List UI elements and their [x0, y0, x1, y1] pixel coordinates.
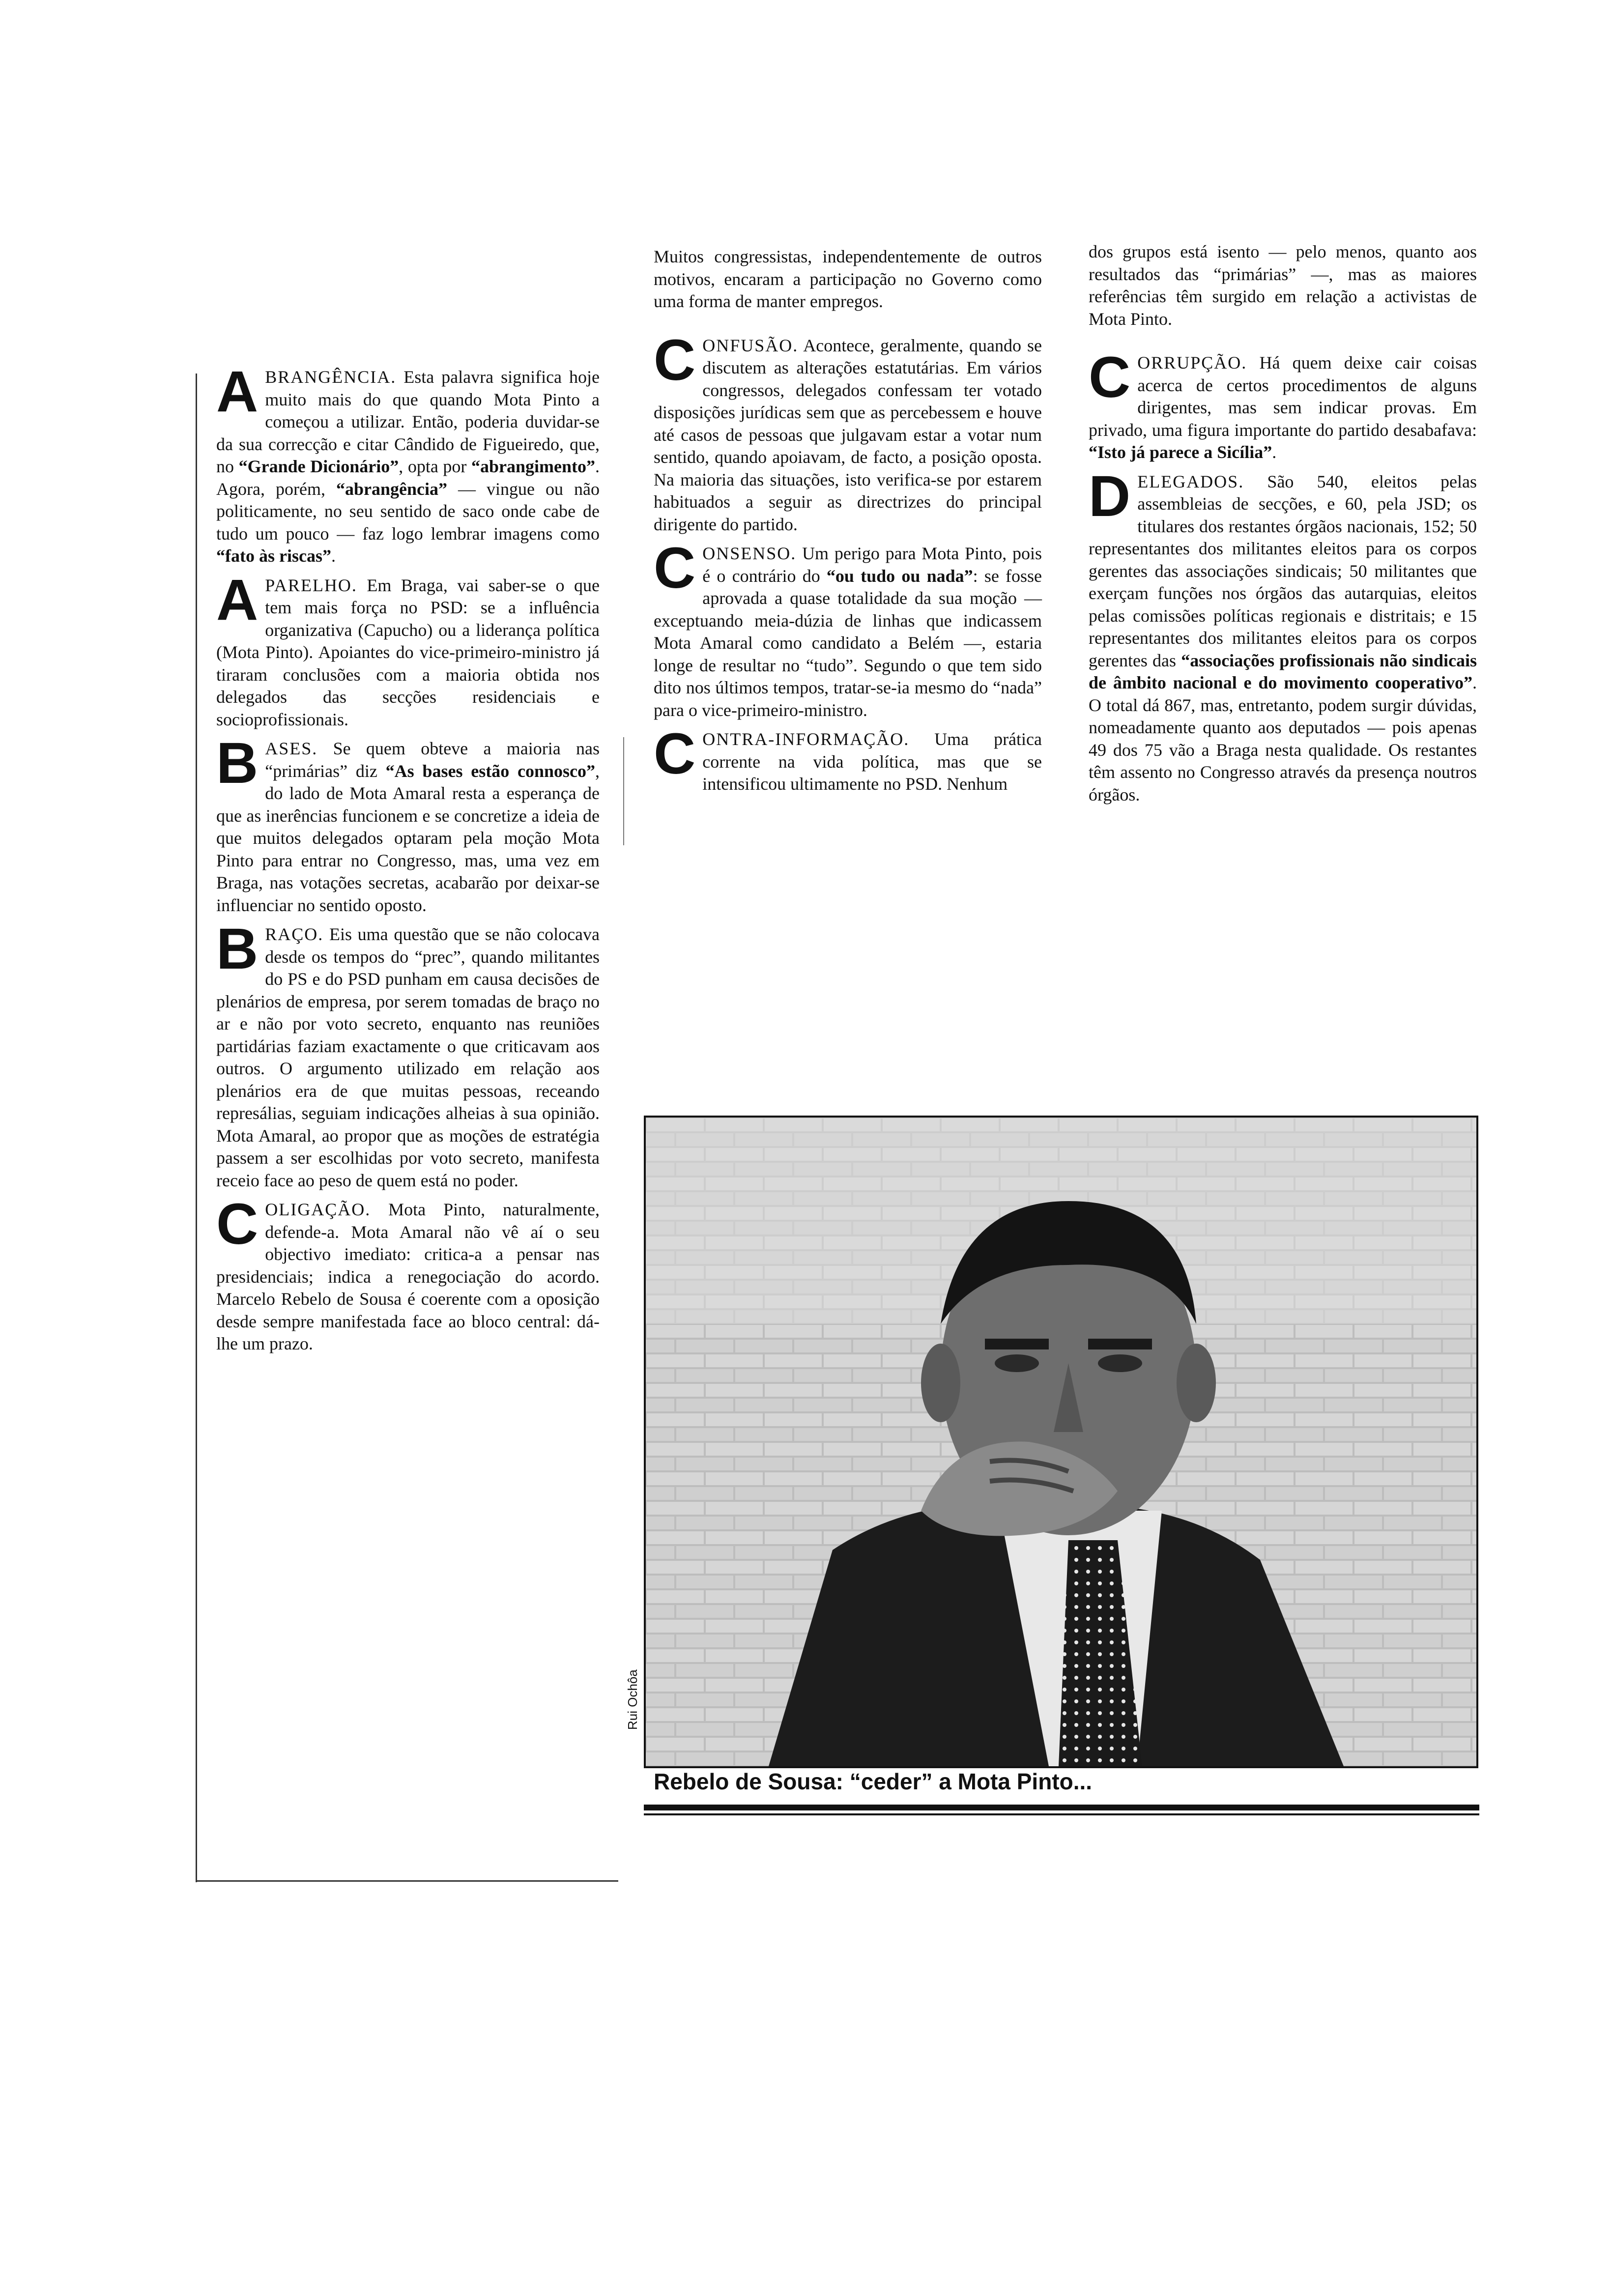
section-text: Um perigo para Mota Pinto, pois é o contrário do	[702, 544, 1042, 586]
section-bases	[216, 731, 600, 917]
section-braco	[216, 917, 600, 1192]
section-text: Uma prática corrente na vida política, mas que se intensificou ultimamente no PSD. Nenhum	[702, 729, 1042, 794]
emphasis: “abrangimento”	[471, 457, 595, 476]
section-heading: ORRUPÇÃO.	[1137, 353, 1247, 373]
section-confusao	[654, 327, 1042, 536]
emphasis: “Grande Dicionário”	[238, 457, 399, 476]
section-text: Eis uma questão que se não colocava desde os tempos do “prec”, quando militantes do PS e do PSD punham em causa decisões de plenários de empresa, por serem tomadas de braço no ar e não por voto secreto, enquanto nas reuniões partidárias faziam exactamente o que criticavam aos outros. O argumento utilizado em relação aos plenários era de que muitas pessoas, receando represálias, seguiam indicações alheias à sua opinião. Mota Amaral, ao propor que as moções de estratégia passem a ser escolhidas por voto secreto, manifesta receio face ao peso de quem está no poder.	[216, 924, 600, 1190]
photo-caption: Rebelo de Sousa: “ceder” a Mota Pinto...	[654, 1769, 1093, 1794]
emphasis: “ou tudo ou nada”	[826, 566, 973, 586]
section-heading: ONSENSO.	[702, 544, 797, 563]
continued-text: dos grupos está isento — pelo menos, quanto aos resultados das “primárias” —, mas as maiores referências têm surgido em relação a activistas de Mota Pinto.	[1089, 242, 1477, 329]
column-divider	[623, 737, 624, 845]
press-photo	[644, 1116, 1478, 1768]
emphasis: “fato às riscas”	[216, 546, 331, 566]
dropcap: C	[216, 1192, 259, 1257]
section-text: Há quem deixe cair coisas acerca de certos procedimentos de alguns dirigentes, mas sem indicar provas. Em privado, uma figura importante do partido desabafava:	[1089, 353, 1477, 440]
emphasis: “As bases estão connosco”	[385, 761, 595, 781]
section-text: : se fosse aprovada a quase totalidade da sua moção — exceptuando meia-dúzia de linhas que indicassem Mota Amaral como candidato a Belém —, estaria longe de resultar no “tudo”. Segundo o que tem sido dito nos últimos tempos, tratar-se-ia mesmo do “nada” para o vice-primeiro-ministro.	[654, 566, 1042, 720]
section-heading: ASES.	[265, 739, 318, 758]
section-text: , opta por	[399, 457, 471, 476]
section-text: Se quem obteve a maioria nas “primárias” diz	[265, 739, 600, 781]
section-heading: ELEGADOS.	[1137, 471, 1244, 491]
section-consenso	[654, 536, 1042, 721]
dropcap: A	[216, 359, 259, 424]
section-heading: ONTRA-INFORMAÇÃO.	[702, 729, 910, 749]
section-aparelho	[216, 567, 600, 731]
column-3	[1089, 241, 1477, 813]
dropcap: B	[216, 731, 259, 796]
column-2	[654, 246, 1042, 803]
section-text: .	[331, 546, 336, 566]
caption-rule	[644, 1813, 1479, 1815]
section-delegados	[1089, 463, 1477, 806]
column-rule-left	[196, 373, 197, 1882]
section-heading: OLIGAÇÃO.	[265, 1200, 371, 1219]
section-text: .	[1272, 442, 1277, 462]
dropcap: C	[654, 327, 696, 393]
section-text: Mota Pinto, naturalmente, defende-a. Mota Amaral não vê aí o seu objectivo imediato: critica-a a pensar nas presidenciais; indica a renegociação do acordo. Marcelo Rebelo de Sousa é coerente com a oposição desde sempre manifestada face ao bloco central: dá-lhe um prazo.	[216, 1200, 600, 1353]
column-rule-bottom	[196, 1880, 618, 1882]
column-1	[216, 359, 600, 1362]
section-text: — vingue ou não politicamente, no seu sentido de saco onde cabe de tudo um pouco — faz logo lembrar imagens como	[216, 479, 600, 544]
section-abrangencia	[216, 359, 600, 568]
section-text: . O total dá 867, mas, entretanto, podem surgir dúvidas, nomeadamente quanto aos deputados — pois apenas 49 dos 75 vão a Braga nesta qualidade. Os restantes têm assento no Congresso através da presença noutros órgãos.	[1089, 673, 1477, 804]
emphasis: “Isto já parece a Sicília”	[1089, 442, 1272, 462]
section-text: . Agora, porém,	[216, 457, 600, 499]
emphasis: “associações profissionais não sindicais de âmbito nacional e do movimento cooperativo”	[1089, 650, 1477, 692]
portrait-illustration	[646, 1118, 1476, 1766]
dropcap: B	[216, 917, 259, 981]
section-text: Esta palavra significa hoje muito mais do que quando Mota Pinto a começou a utilizar. Então, poderia duvidar-se da sua correcção e citar Cândido de Figueiredo, que, no	[216, 367, 600, 476]
dropcap: D	[1089, 463, 1131, 529]
section-contra-informacao	[654, 721, 1042, 796]
section-heading: ONFUSÃO.	[702, 335, 799, 355]
section-text: São 540, eleitos pelas assembleias de secções, e 60, pela JSD; os titulares dos restantes órgãos nacionais, 152; 50 representantes dos militantes eleitos para os corpos gerentes das associações sindicais; 50 militantes que exerçam funções nos órgãos das autarquias, eleitos pelas comissões políticas regionais e distritais; e 15 representantes dos militantes eleitos para os corpos gerentes das	[1089, 471, 1477, 670]
section-text: , do lado de Mota Amaral resta a esperança de que as inerências funcionem e se concretize a ideia de que muitos delegados optaram pela moção Mota Pinto para entrar no Congresso, mas, uma vez em Braga, nas votações secretas, acabarão por deixar-se influenciar no sentido oposto.	[216, 761, 600, 915]
section-heading: RAÇO.	[265, 924, 324, 944]
dropcap: C	[1089, 345, 1131, 410]
continued-text: Muitos congressistas, independentemente de outros motivos, encaram a participação no Governo como uma forma de manter empregos.	[654, 247, 1042, 311]
dropcap: A	[216, 567, 259, 632]
section-text: Acontece, geralmente, quando se discutem as alterações estatutárias. Em vários congressos, delegados confessam ter votado disposições jurídicas sem que as percebessem e houve até casos de pessoas que julgavam estar a votar num sentido, quando apoiavam, de facto, a posição oposta. Na maioria das situações, isto verifica-se por estarem habituados a seguir as directrizes do principal dirigente do partido.	[654, 335, 1042, 534]
section-text: Em Braga, vai saber-se o que tem mais força no PSD: se a influência organizativa (Capucho) ou a liderança política (Mota Pinto). Apoiantes do vice-primeiro-ministro já tiraram conclusões com a maioria obtida nos delegados das secções residenciais e socioprofissionais.	[216, 575, 600, 729]
section-coligacao	[216, 1192, 600, 1355]
dropcap: C	[654, 721, 696, 786]
dropcap: C	[654, 536, 696, 601]
section-heading: PARELHO.	[265, 575, 357, 595]
emphasis: “abrangência”	[336, 479, 447, 499]
photo-credit: Rui Ochôa	[625, 1669, 640, 1730]
caption-rule	[644, 1805, 1479, 1810]
section-corrupcao	[1089, 345, 1477, 464]
section-heading: BRANGÊNCIA.	[265, 367, 397, 387]
